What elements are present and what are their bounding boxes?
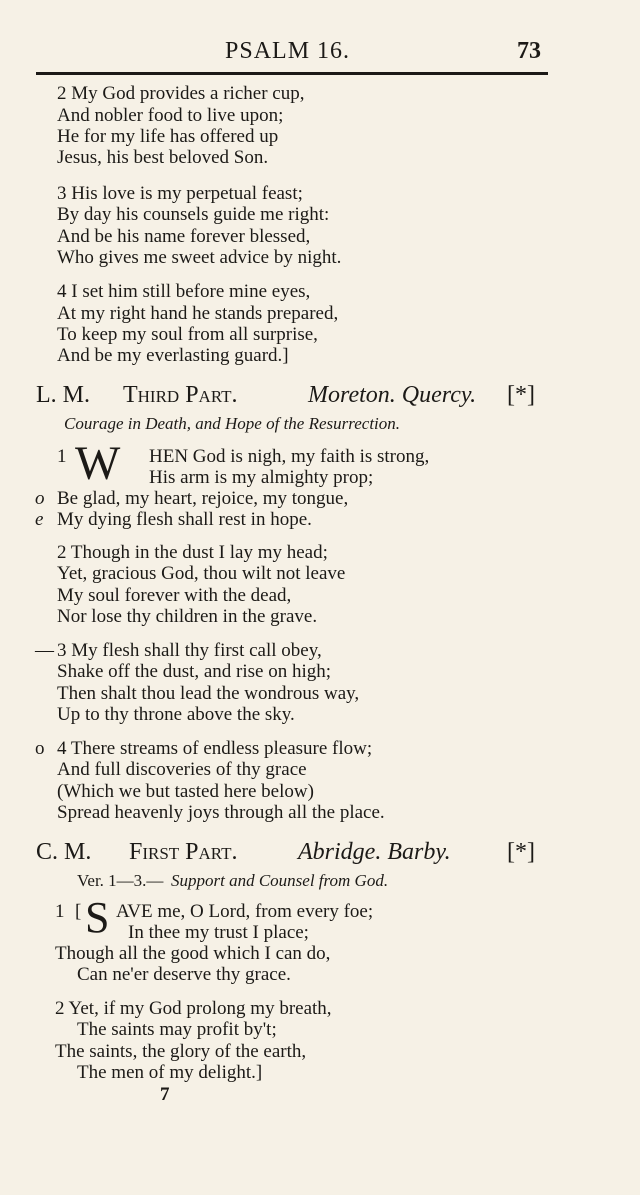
verse-line: Be glad, my heart, rejoice, my tongue, [57,488,349,509]
verse-line: Jesus, his best beloved Son. [57,147,269,168]
verse-line: Though all the good which I can do, [55,943,331,964]
section-mark: [*] [507,382,535,408]
verse-line: Up to thy throne above the sky. [57,704,295,725]
performance-mark: o [35,738,45,759]
running-header-title: PSALM 16. [225,38,351,64]
section-part: Third Part. [123,382,238,408]
header-rule [36,72,548,75]
section-part: First Part. [129,839,238,865]
verse-line: Shake off the dust, and rise on high; [57,661,332,682]
verse-line: His arm is my almighty prop; [149,467,374,488]
verse-line: 2 Yet, if my God prolong my breath, [55,998,332,1019]
drop-cap: W [75,437,121,490]
section-tunes: Moreton. Quercy. [308,382,477,408]
verse-line: 4 I set him still before mine eyes, [57,281,311,302]
verse-line: Then shalt thou lead the wondrous way, [57,683,360,704]
verse-line: And be his name forever blessed, [57,226,311,247]
signature-mark: 7 [160,1084,170,1105]
page-number: 73 [517,38,541,64]
section-meter: C. M. [36,839,92,865]
verse-line: He for my life has offered up [57,126,279,147]
section-subtitle: Courage in Death, and Hope of the Resurrection. [64,414,401,433]
performance-mark: e [35,509,44,530]
section-tunes: Abridge. Barby. [298,839,451,865]
verse-line: To keep my soul from all surprise, [57,324,318,345]
verse-range: Ver. 1—3.— [77,871,164,890]
verse-line: 2 My God provides a richer cup, [57,83,305,104]
verse-line: 4 There streams of endless pleasure flow; [57,738,373,759]
verse-line: HEN God is nigh, my faith is strong, [149,446,430,467]
verse-line: The men of my delight.] [77,1062,263,1083]
verse-line: 2 Though in the dust I lay my head; [57,542,328,563]
verse-line: Who gives me sweet advice by night. [57,247,342,268]
verse-line: And nobler food to live upon; [57,105,284,126]
verse-line: By day his counsels guide me right: [57,204,330,225]
verse-line: And full discoveries of thy grace [57,759,307,780]
verse-line: 3 My flesh shall thy first call obey, [57,640,322,661]
section-mark: [*] [507,839,535,865]
performance-mark: o [35,488,45,509]
verse-line: And be my everlasting guard.] [57,345,289,366]
verse-line: At my right hand he stands prepared, [57,303,339,324]
verse-line: AVE me, O Lord, from every foe; [116,901,374,922]
verse-line: Spread heavenly joys through all the place. [57,802,385,823]
verse-line: (Which we but tasted here below) [57,781,314,802]
verse-line: Nor lose thy children in the grave. [57,606,318,627]
verse-line: Yet, gracious God, thou wilt not leave [57,563,346,584]
verse-line: My soul forever with the dead, [57,585,292,606]
verse-number: 1 [55,901,65,922]
verse-line: The saints may profit by't; [77,1019,277,1040]
verse-line: My dying flesh shall rest in hope. [57,509,312,530]
section-subtitle: Support and Counsel from God. [171,871,389,890]
verse-number: 1 [57,446,67,467]
performance-mark: — [35,640,54,661]
verse-line: In thee my trust I place; [128,922,309,943]
drop-cap: S [85,893,110,942]
section-meter: L. M. [36,382,90,408]
verse-line: Can ne'er deserve thy grace. [77,964,291,985]
verse-line: The saints, the glory of the earth, [55,1041,307,1062]
verse-line: 3 His love is my perpetual feast; [57,183,303,204]
bracket: [ [75,901,82,922]
